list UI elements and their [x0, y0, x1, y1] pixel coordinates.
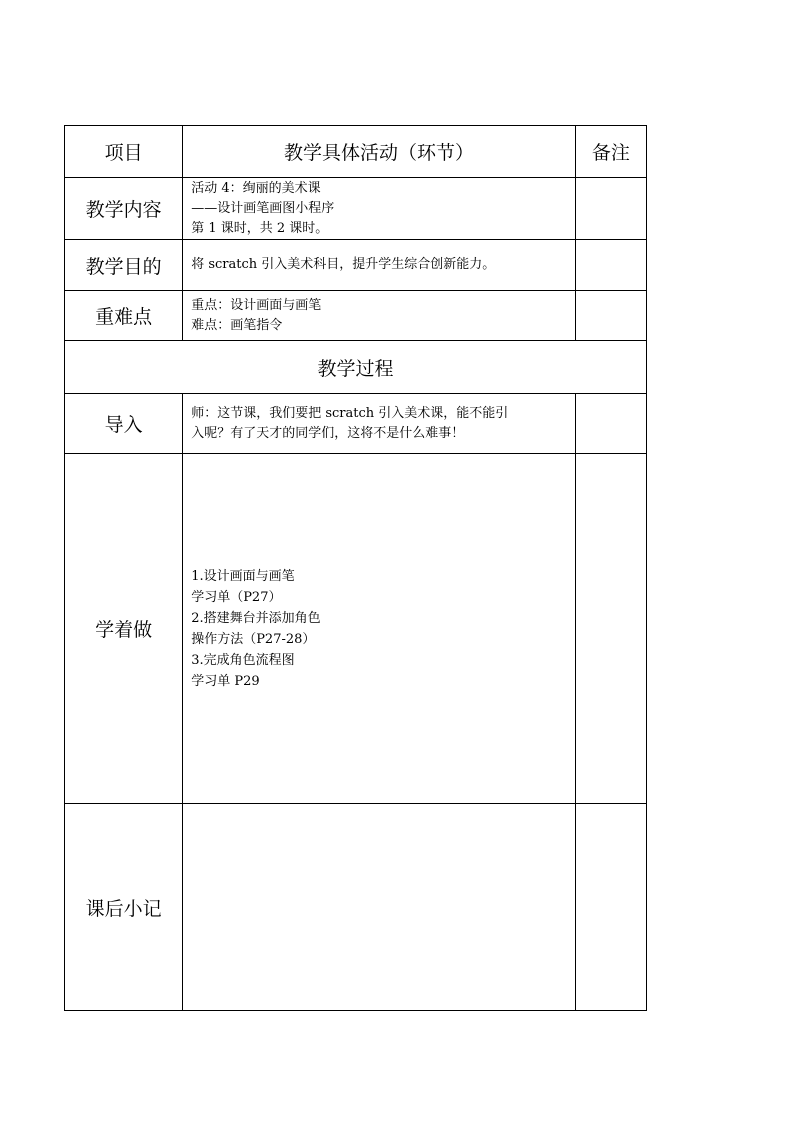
header-activity: 教学具体活动（环节）	[183, 126, 576, 178]
practice-text	[183, 454, 576, 804]
header-remarks: 备注	[575, 126, 646, 178]
label-teaching-content: 教学内容	[65, 178, 183, 240]
remarks-cell	[575, 240, 646, 291]
intro-line-2: 入呢？有了天才的同学们，这将不是什么难事！	[191, 425, 465, 441]
remarks-cell	[575, 178, 646, 240]
remarks-cell	[575, 291, 646, 341]
row-teaching-content	[65, 178, 647, 240]
label-intro: 导入	[65, 394, 183, 454]
teaching-content-line-2: ——设计画笔画图小程序	[191, 200, 335, 216]
remarks-cell	[575, 804, 646, 1011]
row-practice	[65, 454, 647, 804]
label-key-points: 重难点	[65, 291, 183, 341]
intro-line-1: 师：这节课，我们要把 scratch 引入美术课，能不能引	[191, 405, 509, 421]
practice-line-3: 2.搭建舞台并添加角色	[191, 610, 321, 626]
label-practice: 学着做	[65, 454, 183, 804]
row-after-class-notes	[65, 804, 647, 1011]
after-class-notes-text	[183, 804, 576, 1011]
practice-line-4: 操作方法（P27-28）	[191, 631, 316, 647]
teaching-process-title: 教学过程	[65, 341, 647, 394]
practice-line-2: 学习单（P27）	[191, 589, 282, 605]
row-teaching-goal	[65, 240, 647, 291]
remarks-cell	[575, 394, 646, 454]
row-teaching-process	[65, 341, 647, 394]
teaching-content-text	[183, 178, 576, 240]
row-intro	[65, 394, 647, 454]
label-teaching-goal: 教学目的	[65, 240, 183, 291]
teaching-goal-line: 将 scratch 引入美术科目，提升学生综合创新能力。	[191, 257, 496, 272]
practice-line-6: 学习单 P29	[191, 673, 260, 689]
header-row	[65, 126, 647, 178]
practice-line-1: 1.设计画面与画笔	[191, 568, 295, 584]
key-points-line-2: 难点：画笔指令	[191, 317, 283, 333]
row-key-points	[65, 291, 647, 341]
teaching-content-line-3: 第 1 课时，共 2 课时。	[191, 220, 329, 236]
teaching-content-line-1: 活动 4：绚丽的美术课	[191, 180, 321, 196]
key-points-text	[183, 291, 576, 341]
label-after-class-notes: 课后小记	[65, 804, 183, 1011]
practice-line-5: 3.完成角色流程图	[191, 652, 295, 668]
remarks-cell	[575, 454, 646, 804]
key-points-line-1: 重点：设计画面与画笔	[191, 297, 322, 313]
header-item: 项目	[65, 126, 183, 178]
teaching-goal-text	[183, 240, 576, 291]
lesson-plan-table	[64, 125, 647, 1011]
intro-text	[183, 394, 576, 454]
